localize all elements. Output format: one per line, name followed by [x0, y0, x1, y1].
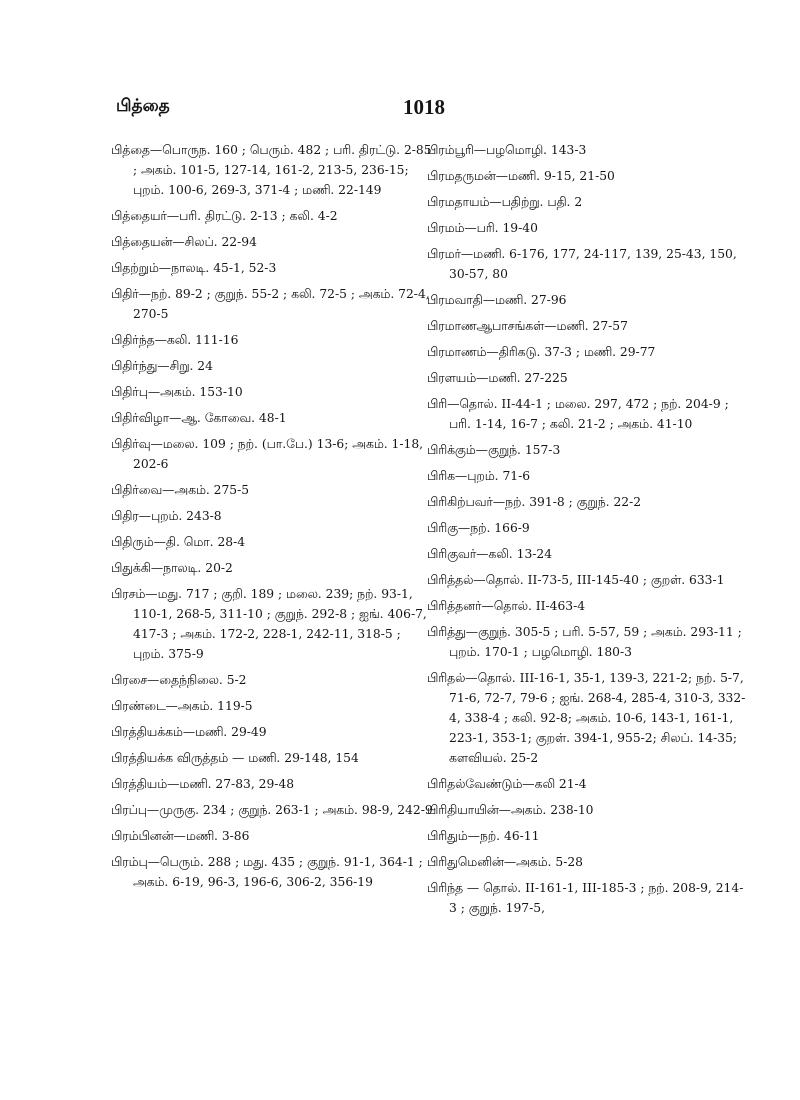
index-entry: பிரிகிற்பவர்—நற். 391-8 ; குறுந். 22-2 — [427, 495, 642, 509]
index-entry: பிரமவாதி—மணி. 27-96 — [427, 293, 567, 307]
index-entry: பிரி—தொல். II-44-1 ; மலை. 297, 472 ; நற். 204-9 ; பரி. 1-14, 16-7 ; கலி. 21-2 ; அகம். 41-10 — [427, 397, 729, 431]
index-entry: பிரிகு—நற். 166-9 — [427, 521, 530, 535]
index-entry: பிதிர்—நற். 89-2 ; குறுந். 55-2 ; கலி. 72-5 ; அகம். 72-4, 270-5 — [111, 287, 430, 321]
index-entry: பிரிதல்வேண்டும்—கலி 21-4 — [427, 777, 587, 791]
index-entry: பிரிக்கும்—குறுந். 157-3 — [427, 443, 561, 457]
index-entry: பிதுக்கி—நாலடி. 20-2 — [111, 561, 233, 575]
index-entry: பிரம்பு—பெரும். 288 ; மது. 435 ; குறுந். 91-1, 364-1 ; அகம். 6-19, 96-3, 196-6, 306-2, 356-19 — [111, 855, 423, 889]
index-entry: பிரிக—புறம். 71-6 — [427, 469, 531, 483]
index-entry: பித்தை—பொருந. 160 ; பெரும். 482 ; பரி. திரட்டு. 2-85 ; அகம். 101-5, 127-14, 161-2, 213-5, 236-15; புறம். 100-6, 269-3, 371-4 ; மணி. 22-149 — [111, 143, 432, 197]
index-entry: பிதிரும்—தி. மொ. 28-4 — [111, 535, 246, 549]
index-entry: பிரிதும்—நற். 46-11 — [427, 829, 540, 843]
index-entry: பிரத்தியக்கம்—மணி. 29-49 — [111, 725, 267, 739]
index-entry: பிரளயம்—மணி. 27-225 — [427, 371, 568, 385]
index-entry: பிரமதாயம்—பதிற்று. பதி. 2 — [427, 195, 583, 209]
index-entry: பிரித்தல்—தொல். II-73-5, III-145-40 ; குறள். 633-1 — [427, 573, 725, 587]
index-entry: பிரிகுவர்—கலி. 13-24 — [427, 547, 553, 561]
index-entry: பிதிர—புறம். 243-8 — [111, 509, 222, 523]
index-entry: பிரித்தனர்—தொல். II-463-4 — [427, 599, 586, 613]
index-entry: பித்தையர்—பரி. திரட்டு. 2-13 ; கலி. 4-2 — [111, 209, 338, 223]
index-entry: பிதிர்வை—அகம். 275-5 — [111, 483, 250, 497]
left-column — [111, 140, 433, 898]
index-entry: பிரித்து—குறுந். 305-5 ; பரி. 5-57, 59 ; அகம். 293-11 ; புறம். 170-1 ; பழமொழி. 180-3 — [427, 625, 742, 659]
right-column — [427, 140, 749, 924]
index-entry: பிரமம்—பரி. 19-40 — [427, 221, 538, 235]
index-entry: பிரம்பினன்—மணி. 3-86 — [111, 829, 250, 843]
index-entry: பிரமர்—மணி. 6-176, 177, 24-117, 139, 25-43, 150, 30-57, 80 — [427, 247, 737, 281]
index-entry: பிரத்தியக்க விருத்தம் — மணி. 29-148, 154 — [111, 751, 359, 765]
index-entry: பிதிர்வு—மலை. 109 ; நற். (பா.பே.) 13-6; அகம். 1-18, 202-6 — [111, 437, 424, 471]
index-entry: பிரமதருமன்—மணி. 9-15, 21-50 — [427, 169, 615, 183]
index-entry: பிரத்தியம்—மணி. 27-83, 29-48 — [111, 777, 295, 791]
page-number: 1018 — [403, 95, 445, 119]
index-entry: பிதிர்ந்து—சிறு. 24 — [111, 359, 213, 373]
index-entry: பிரிதுமெனின்—அகம். 5-28 — [427, 855, 583, 869]
index-entry: பிதிர்பு—அகம். 153-10 — [111, 385, 243, 399]
index-entry: பித்தையன்—சிலப். 22-94 — [111, 235, 257, 249]
index-entry: பிரிந்த — தொல். II-161-1, III-185-3 ; நற். 208-9, 214-3 ; குறுந். 197-5, — [427, 881, 744, 915]
index-entry: பிரசை—தைந்நிலை. 5-2 — [111, 673, 247, 687]
index-entry: பிதிர்விழா—ஆ. கோவை. 48-1 — [111, 411, 287, 425]
index-entry: பிதற்றும்—நாலடி. 45-1, 52-3 — [111, 261, 277, 275]
index-entry: பிரசம்—மது. 717 ; குறி. 189 ; மலை. 239; நற். 93-1, 110-1, 268-5, 311-10 ; குறுந். 292-8 ; ஐங். 406-7, 417-3 ; அகம். 172-2, 228-1, 242-11, 318-5 ; புறம். 375-9 — [111, 587, 427, 661]
index-entry: பிரப்பு—முருகு. 234 ; குறுந். 263-1 ; அகம். 98-9, 242-9 — [111, 803, 433, 817]
index-entry: பிரண்டை—அகம். 119-5 — [111, 699, 253, 713]
running-header-word: பித்தை — [116, 96, 170, 116]
index-entry: பிரமாணஆபாசங்கள்—மணி. 27-57 — [427, 319, 628, 333]
index-entry: பிதிர்ந்த—கலி. 111-16 — [111, 333, 239, 347]
index-entry: பிரமாணம்—திரிகடு. 37-3 ; மணி. 29-77 — [427, 345, 656, 359]
index-entry: பிரம்பூரி—பழமொழி. 143-3 — [427, 143, 587, 157]
index-entry: பிரிதல்—தொல். III-16-1, 35-1, 139-3, 221-2; நற். 5-7, 71-6, 72-7, 79-6 ; ஐங். 268-4, 285-4, 310-3, 332-4, 338-4 ; கலி. 92-8; அகம். 10-6, 143-1, 161-1, 223-1, 353-1; குறள். 394-1, 955-2; சிலப். 14-35; களவியல். 25-2 — [427, 671, 746, 765]
index-entry: பிரிதியாயின்—அகம். 238-10 — [427, 803, 594, 817]
